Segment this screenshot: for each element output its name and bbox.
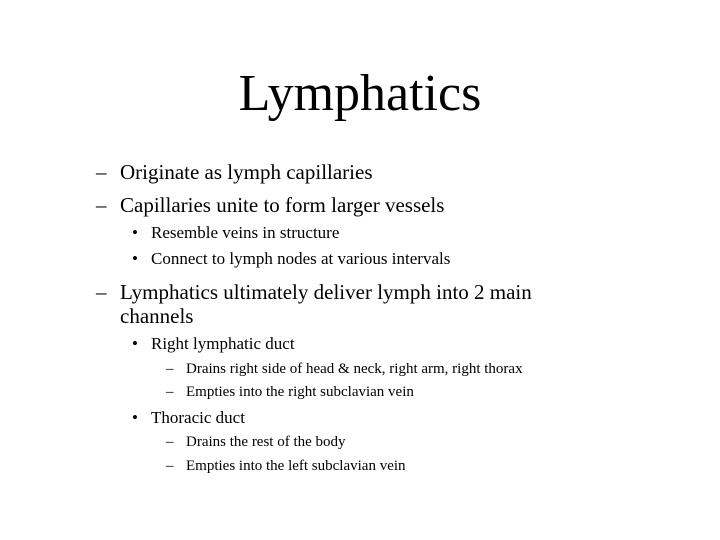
dash-marker: –	[166, 434, 174, 450]
bullet-marker: •	[132, 408, 138, 427]
bullet-text: Right lymphatic duct	[151, 334, 295, 353]
bullet-text: Originate as lymph capillaries	[120, 160, 373, 184]
bullet-marker: •	[132, 223, 138, 242]
bullet-text: Drains the rest of the body	[186, 434, 346, 450]
bullet-text: Lymphatics ultimately deliver lymph into 2 main	[120, 280, 532, 304]
bullet-marker: •	[132, 249, 138, 268]
dash-marker: –	[166, 384, 174, 400]
bullet-text: Resemble veins in structure	[151, 223, 340, 242]
dash-marker: –	[96, 193, 107, 217]
bullet-continuation: channels	[120, 304, 194, 328]
bullet-text: Capillaries unite to form larger vessels	[120, 193, 445, 217]
dash-marker: –	[166, 458, 174, 474]
dash-marker: –	[166, 361, 174, 377]
bullet-marker: •	[132, 334, 138, 353]
bullet-text: Empties into the left subclavian vein	[186, 458, 406, 474]
slide-title: Lymphatics	[238, 65, 482, 122]
dash-marker: –	[96, 280, 107, 304]
bullet-text: Drains right side of head & neck, right arm, right thorax	[186, 361, 523, 377]
bullet-text: Thoracic duct	[151, 408, 245, 427]
bullet-text: Empties into the right subclavian vein	[186, 384, 414, 400]
bullet-text: Connect to lymph nodes at various intervals	[151, 249, 451, 268]
dash-marker: –	[96, 160, 107, 184]
